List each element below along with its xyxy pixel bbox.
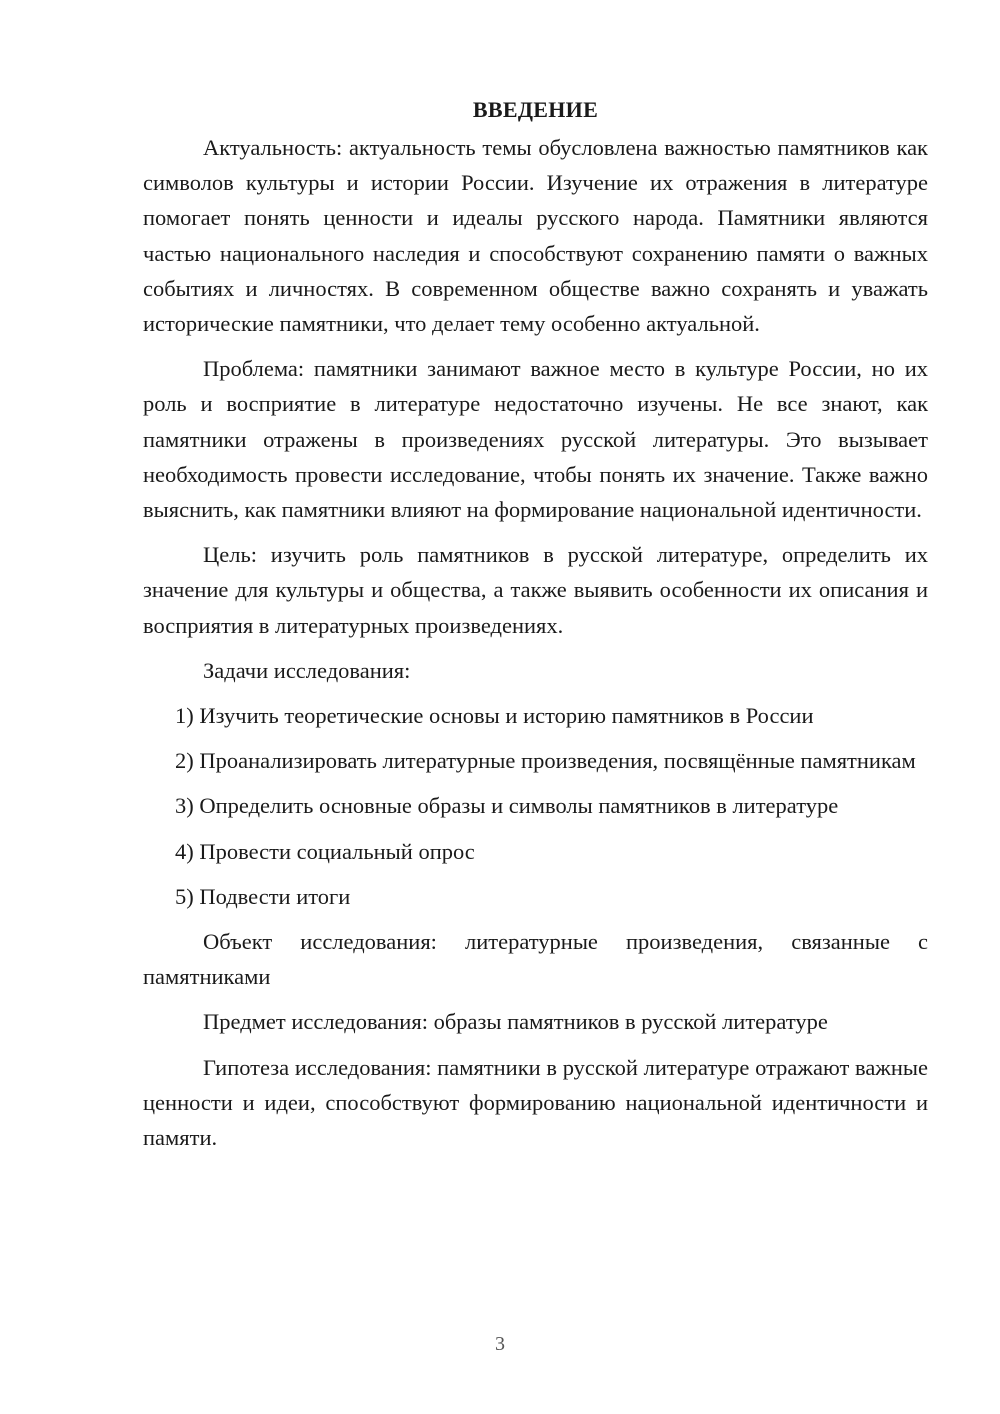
paragraph-subject: Предмет исследования: образы памятников в русской литературе [203,1009,828,1035]
paragraph-problem: Проблема: памятники занимают важное место в культуре России, но их роль и восприятие в литературе недостаточно изучены. Не все знают, как памятники отражены в произведениях русской литературы. Это вызывает необходимость провести исследование, чтобы понять их значение. Также важно выяснить, как памятники влияют на формирование национальной идентичности. [143,356,928,523]
paragraph-hypothesis: Гипотеза исследования: памятники в русской литературе отражают важные ценности и идеи, способствуют формированию национальной идентичности и памяти. [143,1054,928,1151]
document-page [143,92,928,1165]
paragraph-relevance: Актуальность: актуальность темы обусловлена важностью памятников как символов культуры и истории России. Изучение их отражения в литературе помогает понять ценности и идеалы русского народа. Памятники являются частью национального наследия и способствуют сохранению памяти о важных событиях и личностях. В современном обществе важно сохранять и уважать исторические памятники, что делает тему особенно актуальной. [143,135,928,337]
page-title: ВВЕДЕНИЕ [472,97,599,122]
list-item: 1) Изучить теоретические основы и историю памятников в России [175,703,814,729]
page-number: 3 [495,1333,505,1355]
list-item: 5) Подвести итоги [175,883,351,909]
list-item: 2) Проанализировать литературные произведения, посвящённые памятникам [175,748,916,774]
paragraph-object: Объект исследования: литературные произведения, связанные с памятниками [143,929,928,990]
tasks-list [143,698,928,914]
paragraph-goal: Цель: изучить роль памятников в русской литературе, определить их значение для культуры и общества, а также выявить особенности их описания и восприятия в литературных произведениях. [143,542,928,638]
list-item: 3) Определить основные образы и символы памятников в литературе [175,793,839,819]
list-item: 4) Провести социальный опрос [175,838,475,864]
tasks-heading: Задачи исследования: [203,657,411,683]
